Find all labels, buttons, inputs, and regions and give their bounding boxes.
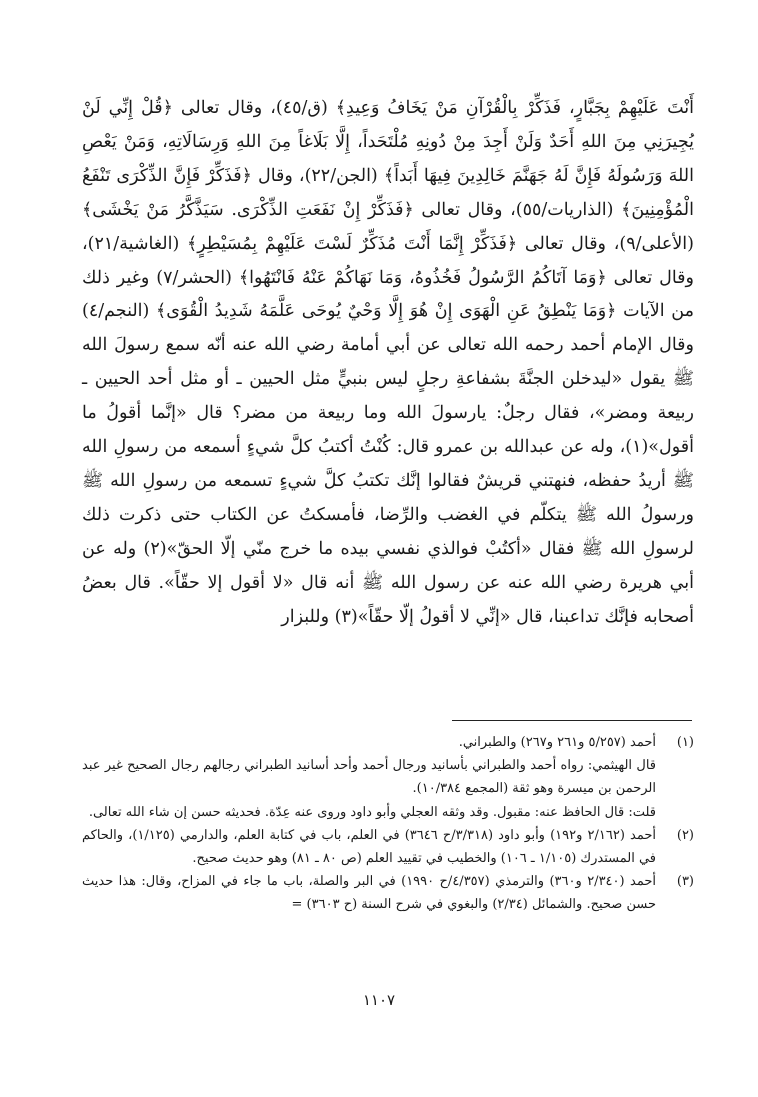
main-paragraph: أَنْتَ عَلَيْهِمْ بِجَبَّارٍ، فَذَكِّرْ بِالْقُرْآنِ مَنْ يَخَافُ وَعِيدِ﴾ (ق/٤٥)، وقال تعالى ﴿قُلْ إِنِّي لَنْ يُجِيرَنِي مِنَ اللهِ أَحَدٌ وَلَنْ أَجِدَ مِنْ دُونِهِ مُلْتَحَداً، إِلَّا بَلَاغاً مِنَ اللهِ وَرِسَالَاتِهِ، وَمَنْ يَعْصِ اللهَ وَرَسُولَهُ فَإِنَّ لَهُ جَهَنَّمَ خَالِدِينَ فِيهَا أَبَداً﴾ (الجن/٢٢)، وقال ﴿فَذَكِّرْ فَإِنَّ الذِّكْرَى تَنْفَعُ الْمُؤْمِنِينَ﴾ (الذاريات/٥٥)، وقال تعالى ﴿فَذَكِّرْ إِنْ نَفَعَتِ الذِّكْرَى. سَيَذَّكَّرُ مَنْ يَخْشَى﴾ (الأعلى/٩)، وقال تعالى ﴿فَذَكِّرْ إِنَّمَا أَنْتَ مُذَكِّرٌ لَسْتَ عَلَيْهِمْ بِمُسَيْطِرٍ﴾ (الغاشية/٢١)، وقال تعالى ﴿وَمَا آتَاكُمُ الرَّسُولُ فَخُذُوهُ، وَمَا نَهَاكُمْ عَنْهُ فَانْتَهُوا﴾ (الحشر/٧) وغير ذلك من الآيات ﴿وَمَا يَنْطِقُ عَنِ الْهَوَى إِنْ هُوَ إِلَّا وَحْيٌ يُوحَى عَلَّمَهُ شَدِيدُ الْقُوَى﴾ (النجم/٤) وقال الإمام أحمد رحمه الله تعالى عن أبي أمامة رضي الله عنه أنّه سمع رسولَ الله ﷺ يقول «ليدخلن الجنَّةَ بشفاعةِ رجلٍ ليس بنبيٍّ مثل الحيين ـ أو مثل أحد الحيين ـ ربيعة ومضر»، فقال رجلٌ: يارسولَ الله وما ربيعة من مضر؟ قال «إنَّما أقولُ ما أقول»(١)، وله عن عبدالله بن عمرو قال: كُنْتُ أكتبُ كلَّ شيءٍ أسمعه من رسولِ الله ﷺ أريدُ حفظه، فنهتني قريشٌ فقالوا إنَّك تكتبُ كلَّ شيءٍ تسمعه من رسولِ الله ﷺ ورسولُ الله ﷺ يتكلّم في الغضب والرِّضا، فأمسكتُ عن الكتاب حتى ذكرت ذلك لرسولِ الله ﷺ فقال «أكتُبْ فوالذي نفسي بيده ما خرج منّي إلّا الحقّ»(٢) وله عن أبي هريرة رضي الله عنه عن رسول الله ﷺ أنه قال «لا أقول إلا حقّاً». قال بعضُ أصحابه فإنَّك تداعبنا، قال «إنِّي لا أقولُ إلّا حقّاً»(٣) وللبزار [82, 98, 695, 627]
footnote-body [82, 870, 656, 916]
footnote-2 [82, 824, 694, 870]
footnote-3 [82, 870, 694, 916]
main-text-block [82, 92, 694, 635]
footnote-1 [82, 731, 694, 824]
footnote-text: قلت: قال الحافظ عنه: مقبول. وقد وثقه العجلي وأبو داود وروى عنه عِدّة. فحديثه حسن إن شاء الله تعالى. [88, 804, 656, 820]
footnote-body [82, 824, 656, 870]
footnote-text: أحمد (٢/١٦٢ و١٩٢) وأبو داود (٣/٣١٨/ح ٣٦٤٦) في العلم، باب في كتابة العلم، والدارمي (١/١٢٥)، والحاكم في المستدرك (١/١٠٥ ـ ١٠٦) والخطيب في تقييد العلم (ص ٨٠ ـ ٨١) وهو حديث صحيح. [82, 827, 657, 867]
footnote-number: (٢) [676, 827, 694, 843]
footnote-text: أحمد (٢/٣٤٠ و٣٦٠) والترمذي (٤/٣٥٧/ح ١٩٩٠) في البر والصلة، باب ما جاء في المزاح، وقال: هذا حديث حسن صحيح. والشمائل (٢/٣٤) والبغوي في شرح السنة (ح ٣٦٠٣) = [82, 874, 656, 913]
footnotes-section [82, 731, 694, 917]
page-number: ١١٠٧ [362, 991, 396, 1009]
footnote-divider [452, 720, 692, 721]
footnote-text: قال الهيثمي: رواه أحمد والطبراني بأسانيد ورجال أحمد وأحد أسانيد الطبراني رجالهم رجال الصحيح غير عبد الرحمن بن ميسرة وهو ثقة (المجمع ١٠/٣٨٤). [82, 758, 656, 797]
footnote-text: أحمد (٥/٢٥٧ و٢٦١ و٢٦٧) والطبراني. [458, 735, 656, 750]
footnote-number: (٣) [676, 874, 694, 890]
footnote-number: (١) [676, 735, 694, 750]
footnote-body [82, 731, 656, 824]
